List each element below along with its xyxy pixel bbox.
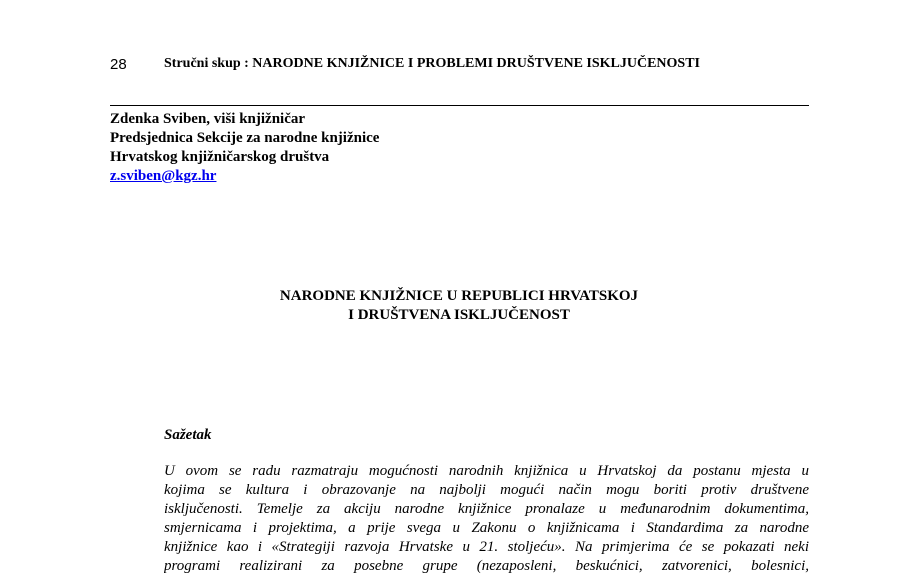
header-rule <box>110 105 809 106</box>
author-role: Predsjednica Sekcije za narodne knjižnice <box>110 130 380 146</box>
abstract-line: programi realizirani za posebne grupe (nezaposleni, beskućnici, zatvorenici, bolesnici, <box>164 558 809 574</box>
abstract-line: U ovom se radu razmatraju mogućnosti narodnih knjižnica u Hrvatskoj da postanu mjesta u <box>164 463 809 479</box>
paper-title-line-2: I DRUŠTVENA ISKLJUČENOST <box>348 307 570 323</box>
abstract-line: smjernicama i projektima, a prije svega u Zakonu o knjižnicama i Standardima za narodne <box>164 520 809 536</box>
paper-title-line-1: NARODNE KNJIŽNICE U REPUBLICI HRVATSKOJ <box>279 288 639 304</box>
paper-title <box>0 287 918 325</box>
abstract-text <box>164 462 809 576</box>
author-block <box>110 110 379 186</box>
page-number: 28 <box>110 56 127 73</box>
author-organization: Hrvatskog knjižničarskog društva <box>110 149 330 165</box>
abstract-line: isključenosti. Temelje za akciju narodne knjižnice pronalaze u međunarodnim dokumentima, <box>164 501 809 517</box>
abstract-line: knjižnice kao i «Strategiji razvoja Hrvatske u 21. stoljeću». Na primjerima će se pokazati neki <box>164 539 809 555</box>
author-email-link[interactable]: z.sviben@kgz.hr <box>110 168 217 184</box>
running-header: Stručni skup : NARODNE KNJIŽNICE I PROBLEMI DRUŠTVENE ISKLJUČENOSTI <box>164 56 700 71</box>
author-name: Zdenka Sviben, viši knjižničar <box>110 111 306 127</box>
abstract-line: kojima se kultura i obrazovanje na najbolji mogući način mogu boriti protiv društvene <box>164 482 809 498</box>
abstract-heading: Sažetak <box>164 427 212 443</box>
